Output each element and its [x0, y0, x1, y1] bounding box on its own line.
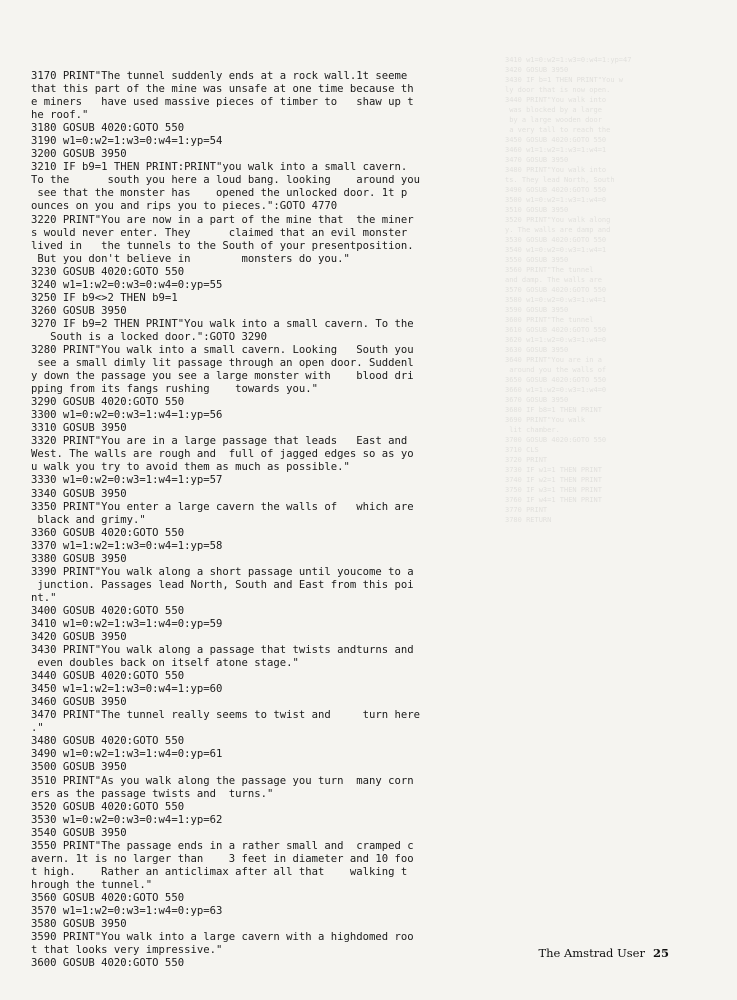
- code-line: 3480 GOSUB 4020:GOTO 550: [31, 735, 185, 748]
- code-line: 3350 PRINT"You enter a large cavern the walls of which are: [31, 500, 414, 513]
- code-line: 3170 PRINT"The tunnel suddenly ends at a rock wall.1t seeme: [31, 70, 408, 82]
- code-line: t that looks very impressive.": [31, 944, 223, 957]
- code-line: that this part of the mine was unsafe at one time because th: [31, 83, 414, 96]
- code-line: 3410 w1=0:w2=1:w3=1:w4=0:yp=59: [31, 617, 223, 630]
- code-line: see a small dimly lit passage through an open door. Suddenl: [31, 357, 414, 370]
- code-line: 3590 PRINT"You walk into a large cavern with a highdomed roo: [31, 931, 414, 944]
- code-line: pping from its fangs rushing towards you.": [31, 383, 319, 396]
- code-line: 3310 GOSUB 3950: [31, 422, 127, 435]
- code-line: West. The walls are rough and full of jagged edges so as yo: [31, 448, 414, 461]
- code-line: 3430 PRINT"You walk along a passage that twists andturns and: [31, 644, 414, 657]
- code-line: 3190 w1=0:w2=1:w3=0:w4=1:yp=54: [31, 135, 223, 148]
- page-footer: [538, 946, 669, 960]
- code-line: 3580 GOSUB 3950: [31, 918, 127, 931]
- code-line: 3290 GOSUB 4020:GOTO 550: [31, 396, 185, 409]
- code-line: 3420 GOSUB 3950: [31, 631, 127, 644]
- code-line: 3440 GOSUB 4020:GOTO 550: [31, 670, 185, 683]
- code-line: 3380 GOSUB 3950: [31, 552, 127, 565]
- code-line: u walk you try to avoid them as much as possible.": [31, 461, 350, 474]
- code-line: t high. Rather an anticlimax after all that walking t: [31, 865, 408, 878]
- code-line: ers as the passage twists and turns.": [31, 787, 274, 800]
- code-line: he roof.": [31, 109, 89, 122]
- page-number: 25: [652, 946, 669, 960]
- code-line: South is a locked door.":GOTO 3290: [31, 330, 267, 343]
- code-line: 3360 GOSUB 4020:GOTO 550: [31, 526, 185, 539]
- code-line: 3340 GOSUB 3950: [31, 487, 127, 500]
- code-line: y down the passage you see a large monster with blood dri: [31, 370, 414, 383]
- code-line: s would never enter. They claimed that an evil monster: [31, 226, 408, 239]
- code-line: see that the monster has opened the unlocked door. 1t p: [31, 187, 408, 200]
- code-line: black and grimy.": [31, 513, 146, 526]
- code-line: 3230 GOSUB 4020:GOTO 550: [31, 265, 185, 278]
- code-line: 3500 GOSUB 3950: [31, 761, 127, 774]
- code-line: 3280 PRINT"You walk into a small cavern. Looking South you: [31, 343, 414, 356]
- code-line: 3400 GOSUB 4020:GOTO 550: [31, 604, 185, 617]
- code-line: 3470 PRINT"The tunnel really seems to twist and turn here: [31, 709, 421, 722]
- code-line: 3250 IF b9<>2 THEN b9=1: [31, 291, 178, 304]
- code-line: 3570 w1=1:w2=0:w3=1:w4=0:yp=63: [31, 905, 223, 917]
- code-line: 3300 w1=0:w2=0:w3=1:w4=1:yp=56: [31, 409, 223, 422]
- code-line: avern. 1t is no larger than 3 feet in diameter and 10 foo: [31, 852, 414, 865]
- code-line: 3370 w1=1:w2=1:w3=0:w4=1:yp=58: [31, 539, 223, 552]
- code-line: 3520 GOSUB 4020:GOTO 550: [31, 800, 185, 813]
- code-line: 3510 PRINT"As you walk along the passage you turn many corn: [31, 774, 414, 787]
- show-through-text: 3410 w1=0:w2=1:w3=0:w4=1:yp=47 3420 GOSUB 3950 3430 IF b=1 THEN PRINT"You w ly door that is now open. 3440 PRINT"You walk into was blocked by a large by a large wooden door a very tall to reach the 3450 GOSUB 4020:GOTO 550 3460 w1=1:w2=1:w3=1:w4=1 3470 GOSUB 3950 3480 PRINT"You walk into ts. They lead North, South 3490 GOSUB 4020:GOTO 550 3500 w1=0:w2=1:w3=1:w4=0 3510 GOSUB 3950 3520 PRINT"You walk along y. The walls are damp and 3530 GOSUB 4020:GOTO 550 3540 w1=0:w2=0:w3=1:w4=1 3550 GOSUB 3950 3560 PRINT"The tunnel and damp. The walls are 3570 GOSUB 4020:GOTO 550 3580 w1=0:w2=0:w3=1:w4=1 3590 GOSUB 3950 3600 PRINT"The tunnel 3610 GOSUB 4020:GOTO 550 3620 w1=1:w2=0:w3=1:w4=0 3630 GOSUB 3950 3640 PRINT"You are in a around you the walls of 3650 GOSUB 4020:GOTO 550 3660 w1=1:w2=0:w3=1:w4=0 3670 GOSUB 3950 3680 IF b8=1 THEN PRINT 3690 PRINT"You walk lit chamber. 3700 GOSUB 4020:GOTO 550 3710 CLS 3720 PRINT 3730 IF w1=1 THEN PRINT 3740 IF w2=1 THEN PRINT 3750 IF w3=1 THEN PRINT 3760 IF w4=1 THEN PRINT 3770 PRINT 3780 RETURN: [505, 56, 632, 524]
- code-line: ounces on you and rips you to pieces.":GOTO 4770: [31, 200, 338, 213]
- code-line: 3390 PRINT"You walk along a short passage until youcome to a: [31, 565, 414, 578]
- publication-name: The Amstrad User: [538, 946, 645, 960]
- code-line: 3540 GOSUB 3950: [31, 826, 127, 839]
- code-line: 3260 GOSUB 3950: [31, 304, 127, 317]
- code-line: But you don't believe in monsters do you.": [31, 252, 350, 265]
- code-line: 3330 w1=0:w2=0:w3=1:w4=1:yp=57: [31, 474, 223, 487]
- code-line: lived in the tunnels to the South of your presentposition.: [31, 239, 414, 252]
- code-line: 3550 PRINT"The passage ends in a rather small and cramped c: [31, 839, 414, 852]
- code-line: 3200 GOSUB 3950: [31, 148, 127, 161]
- code-line: 3220 PRINT"You are now in a part of the mine that the miner: [31, 213, 414, 226]
- code-line: 3270 IF b9=2 THEN PRINT"You walk into a small cavern. To the: [31, 317, 414, 330]
- code-line: hrough the tunnel.": [31, 878, 153, 891]
- code-line: 3600 GOSUB 4020:GOTO 550: [31, 957, 185, 970]
- code-line: even doubles back on itself atone stage.": [31, 657, 299, 670]
- code-line: 3210 IF b9=1 THEN PRINT:PRINT"you walk into a small cavern.: [31, 161, 408, 174]
- code-line: e miners have used massive pieces of timber to shaw up t: [31, 96, 414, 109]
- code-line: 3450 w1=1:w2=1:w3=0:w4=1:yp=60: [31, 683, 223, 696]
- code-line: 3180 GOSUB 4020:GOTO 550: [31, 122, 185, 135]
- code-line: junction. Passages lead North, South and East from this poi: [31, 578, 414, 591]
- code-line: 3490 w1=0:w2=1:w3=1:w4=0:yp=61: [31, 748, 223, 761]
- code-line: 3320 PRINT"You are in a large passage that leads East and: [31, 435, 408, 448]
- code-line: 3530 w1=0:w2=0:w3=0:w4=1:yp=62: [31, 813, 223, 826]
- code-line: 3460 GOSUB 3950: [31, 696, 127, 709]
- code-line: .": [31, 722, 44, 735]
- code-line: 3560 GOSUB 4020:GOTO 550: [31, 891, 185, 904]
- basic-program-listing: [31, 70, 491, 970]
- code-line: nt.": [31, 591, 57, 604]
- code-line: To the south you here a loud bang. looking around you: [31, 174, 421, 187]
- code-line: 3240 w1=1:w2=0:w3=0:w4=0:yp=55: [31, 278, 223, 291]
